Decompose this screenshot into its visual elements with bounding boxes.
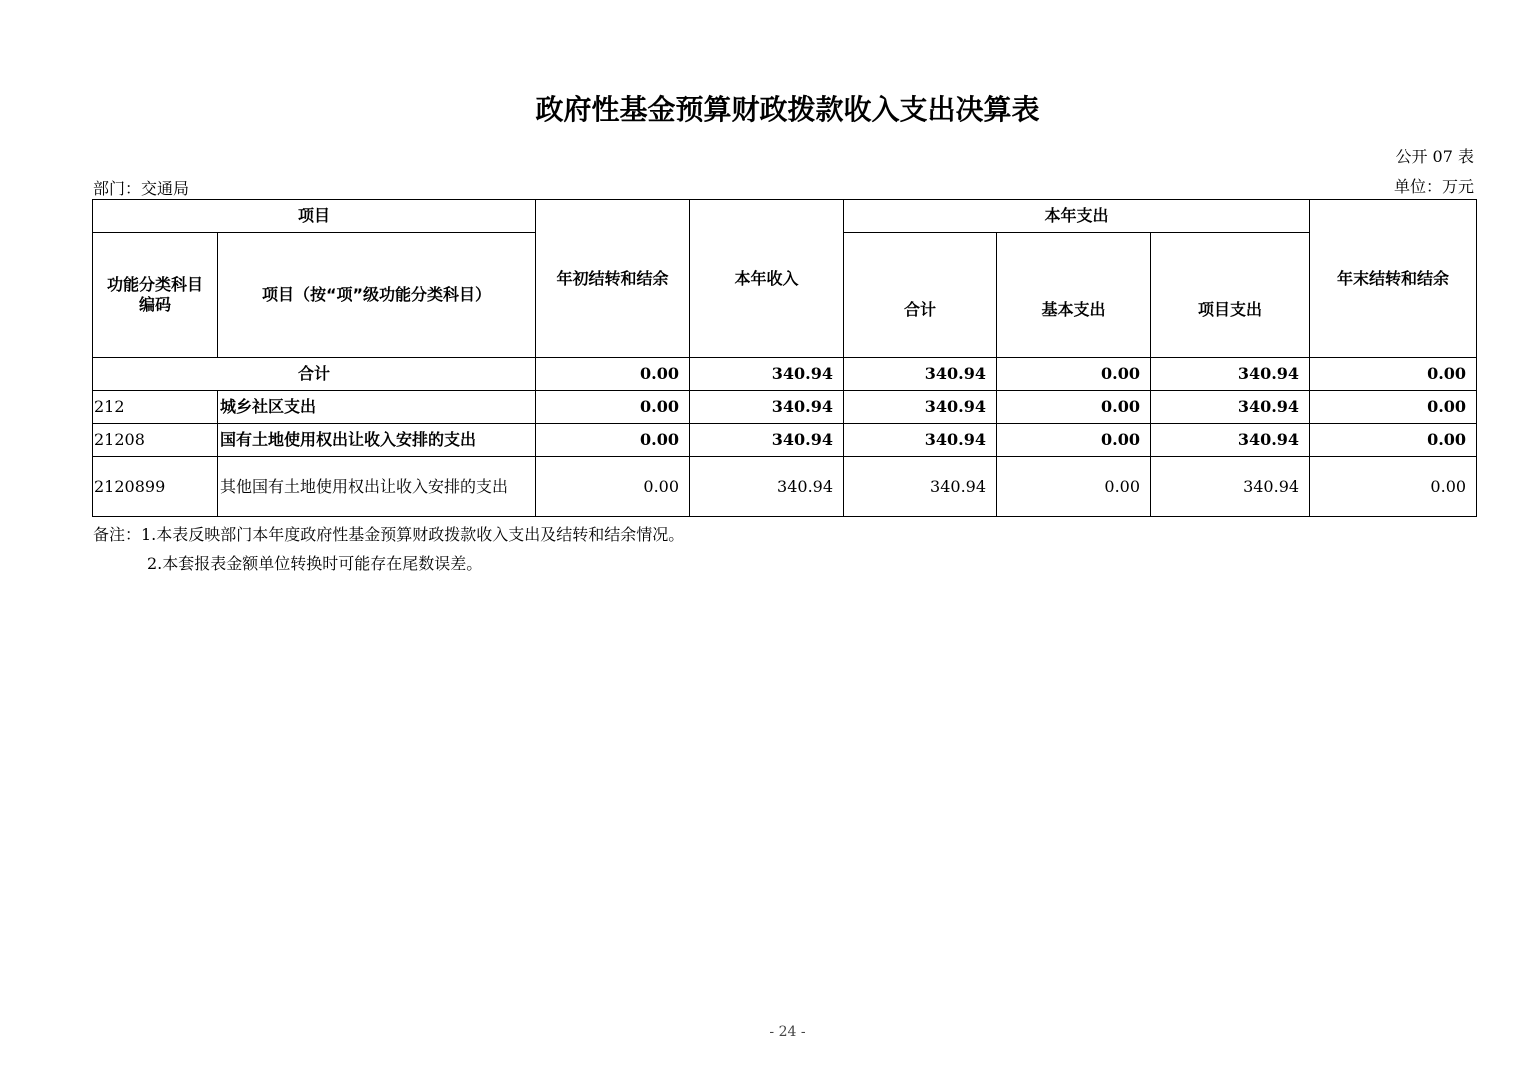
header-exp-basic: 基本支出 <box>997 233 1151 358</box>
total-income: 340.94 <box>690 358 844 391</box>
page-number: - 24 - <box>769 1024 806 1040</box>
header-exp-total: 合计 <box>844 233 997 358</box>
row-exp-total: 340.94 <box>844 391 997 424</box>
note-line-1: 备注：1.本表反映部门本年度政府性基金预算财政拨款收入支出及结转和结余情况。 <box>93 525 685 544</box>
row-income: 340.94 <box>690 424 844 457</box>
table-row <box>93 424 1477 457</box>
total-exp-project: 340.94 <box>1151 358 1310 391</box>
row-exp-basic: 0.00 <box>997 457 1151 517</box>
row-beginning-balance: 0.00 <box>536 391 690 424</box>
page-title: 政府性基金预算财政拨款收入支出决算表 <box>535 93 1040 126</box>
row-name: 国有土地使用权出让收入安排的支出 <box>218 424 536 457</box>
notes <box>93 520 684 578</box>
row-ending-balance: 0.00 <box>1310 424 1477 457</box>
total-ending-balance: 0.00 <box>1310 358 1477 391</box>
header-row-1 <box>93 200 1477 233</box>
row-exp-project: 340.94 <box>1151 457 1310 517</box>
row-exp-project: 340.94 <box>1151 424 1310 457</box>
row-name: 城乡社区支出 <box>218 391 536 424</box>
header-expenditure-group: 本年支出 <box>844 200 1310 233</box>
department-label: 部门：交通局 <box>93 179 190 198</box>
total-beginning-balance: 0.00 <box>536 358 690 391</box>
row-exp-total: 340.94 <box>844 457 997 517</box>
header-income: 本年收入 <box>690 200 844 358</box>
row-code: 2120899 <box>93 457 218 517</box>
total-exp-total: 340.94 <box>844 358 997 391</box>
row-beginning-balance: 0.00 <box>536 457 690 517</box>
row-exp-basic: 0.00 <box>997 424 1151 457</box>
header-beginning-balance: 年初结转和结余 <box>536 200 690 358</box>
total-label: 合计 <box>93 358 536 391</box>
row-income: 340.94 <box>690 457 844 517</box>
header-item-group: 项目 <box>93 200 536 233</box>
table-row <box>93 391 1477 424</box>
unit-label: 单位：万元 <box>1393 177 1474 196</box>
row-exp-total: 340.94 <box>844 424 997 457</box>
budget-table <box>92 199 1477 517</box>
header-ending-balance: 年末结转和结余 <box>1310 200 1477 358</box>
row-name: 其他国有土地使用权出让收入安排的支出 <box>218 457 536 517</box>
row-exp-project: 340.94 <box>1151 391 1310 424</box>
table-number: 公开 07 表 <box>1395 147 1474 166</box>
row-ending-balance: 0.00 <box>1310 391 1477 424</box>
note-line-2: 2.本套报表金额单位转换时可能存在尾数误差。 <box>147 554 483 573</box>
header-name: 项目（按“项”级功能分类科目） <box>218 233 536 358</box>
table-row <box>93 457 1477 517</box>
total-exp-basic: 0.00 <box>997 358 1151 391</box>
row-code: 21208 <box>93 424 218 457</box>
header-exp-project: 项目支出 <box>1151 233 1310 358</box>
row-income: 340.94 <box>690 391 844 424</box>
header-code: 功能分类科目编码 <box>93 233 218 358</box>
row-beginning-balance: 0.00 <box>536 424 690 457</box>
row-ending-balance: 0.00 <box>1310 457 1477 517</box>
row-exp-basic: 0.00 <box>997 391 1151 424</box>
row-code: 212 <box>93 391 218 424</box>
total-row <box>93 358 1477 391</box>
